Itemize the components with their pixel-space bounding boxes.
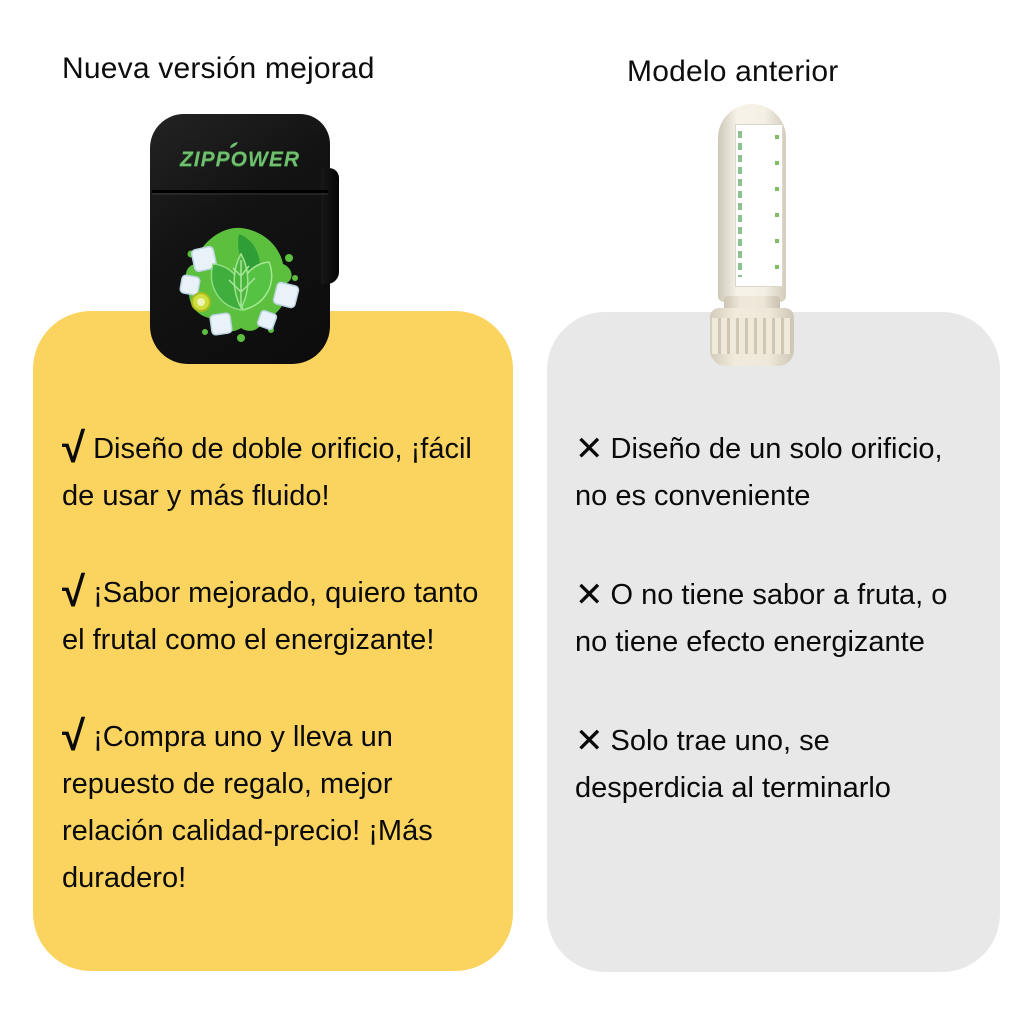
old-product-image bbox=[710, 104, 794, 366]
mint-ice-graphic bbox=[175, 214, 307, 346]
inhaler-cap bbox=[710, 308, 794, 366]
case-seam-line bbox=[152, 190, 328, 193]
new-version-card bbox=[33, 311, 513, 971]
bullet-text: Diseño de un solo orificio, no es conveniente bbox=[575, 433, 943, 512]
bullet-text: Diseño de doble orificio, ¡fácil de usar y más fluido! bbox=[62, 433, 472, 512]
old-model-bullet-list bbox=[575, 426, 977, 812]
label-green-text bbox=[738, 131, 742, 277]
label-green-dots bbox=[775, 135, 779, 275]
bullet-text: ¡Compra uno y lleva un repuesto de regalo, mejor relación calidad-precio! ¡Más duradero! bbox=[62, 721, 433, 894]
list-item: √ ¡Compra uno y lleva un repuesto de regalo, mejor relación calidad-precio! ¡Más duradero! bbox=[62, 712, 433, 894]
left-panel-title: Nueva versión mejorad bbox=[62, 52, 375, 85]
list-item: ✕ O no tiene sabor a fruta, o no tiene efecto energizante bbox=[575, 576, 948, 658]
bullet-text: Solo trae uno, se desperdicia al terminarlo bbox=[575, 725, 891, 804]
cap-ribs bbox=[712, 318, 792, 354]
list-item: ✕ Diseño de un solo orificio, no es conveniente bbox=[575, 430, 943, 512]
new-product-image bbox=[150, 114, 330, 364]
case-latch bbox=[321, 168, 339, 284]
old-model-card bbox=[547, 312, 1000, 972]
bullet-text: ¡Sabor mejorado, quiero tanto el frutal como el energizante! bbox=[62, 577, 479, 656]
bullet-text: O no tiene sabor a fruta, o no tiene efecto energizante bbox=[575, 579, 948, 658]
list-item: ✕ Solo trae uno, se desperdicia al terminarlo bbox=[575, 722, 891, 804]
right-panel-title: Modelo anterior bbox=[627, 55, 839, 88]
list-item: √ ¡Sabor mejorado, quiero tanto el frutal como el energizante! bbox=[62, 568, 479, 656]
list-item: √ Diseño de doble orificio, ¡fácil de usar y más fluido! bbox=[62, 424, 472, 512]
new-version-bullet-list bbox=[62, 426, 482, 902]
inhaler-label bbox=[735, 124, 783, 287]
leaf-accent-icon bbox=[229, 141, 239, 149]
zippower-logo: ZIPPOWER bbox=[179, 148, 300, 171]
inhaler-tube bbox=[718, 104, 786, 302]
